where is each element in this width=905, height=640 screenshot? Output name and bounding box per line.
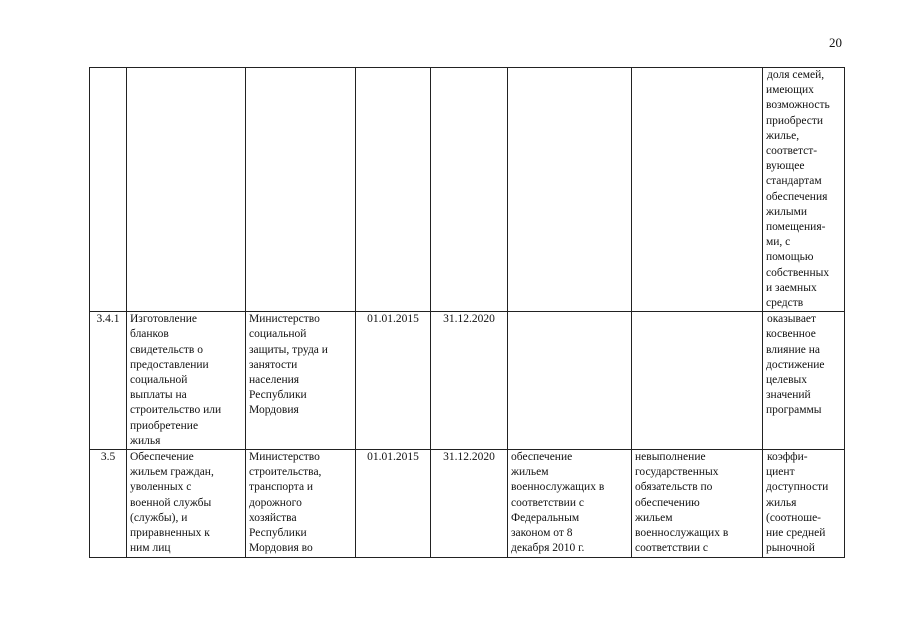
cell-expected-result — [508, 312, 632, 450]
cell-executor: Министерство социальной защиты, труда и занятости населения Республики Мордовия — [246, 312, 356, 450]
cell-start-date — [356, 68, 431, 312]
cell-indicator: коэффи- циент доступности жилья (соотноше- ние средней рыночной — [763, 450, 845, 557]
program-table — [89, 67, 845, 558]
page-number: 20 — [829, 35, 842, 50]
table-row — [90, 450, 845, 557]
cell-consequence: невыполнение государственных обязательств по обеспечению жильем военнослужащих в соответствии с — [632, 450, 763, 557]
cell-activity-name — [127, 68, 246, 312]
cell-end-date: 31.12.2020 — [431, 450, 508, 557]
cell-number: 3.4.1 — [90, 312, 127, 450]
cell-expected-result — [508, 68, 632, 312]
cell-start-date: 01.01.2015 — [356, 312, 431, 450]
table-row — [90, 312, 845, 450]
cell-consequence — [632, 312, 763, 450]
cell-number — [90, 68, 127, 312]
cell-start-date: 01.01.2015 — [356, 450, 431, 557]
cell-indicator: доля семей, имеющих возможность приобрести жилье, соответст- вующее стандартам обеспечения жилыми помещения- ми, с помощью собственных и заемных средств — [763, 68, 845, 312]
cell-consequence — [632, 68, 763, 312]
cell-indicator: оказывает косвенное влияние на достижение целевых значений программы — [763, 312, 845, 450]
cell-executor: Министерство строительства, транспорта и дорожного хозяйства Республики Мордовия во — [246, 450, 356, 557]
cell-activity-name: Изготовление бланков свидетельств о предоставлении социальной выплаты на строительство или приобретение жилья — [127, 312, 246, 450]
cell-end-date — [431, 68, 508, 312]
cell-expected-result: обеспечение жильем военнослужащих в соответствии с Федеральным законом от 8 декабря 2010 г. — [508, 450, 632, 557]
cell-end-date: 31.12.2020 — [431, 312, 508, 450]
cell-executor — [246, 68, 356, 312]
table-row — [90, 68, 845, 312]
cell-activity-name: Обеспечение жильем граждан, уволенных с военной службы (службы), и приравненных к ним лиц — [127, 450, 246, 557]
cell-number: 3.5 — [90, 450, 127, 557]
